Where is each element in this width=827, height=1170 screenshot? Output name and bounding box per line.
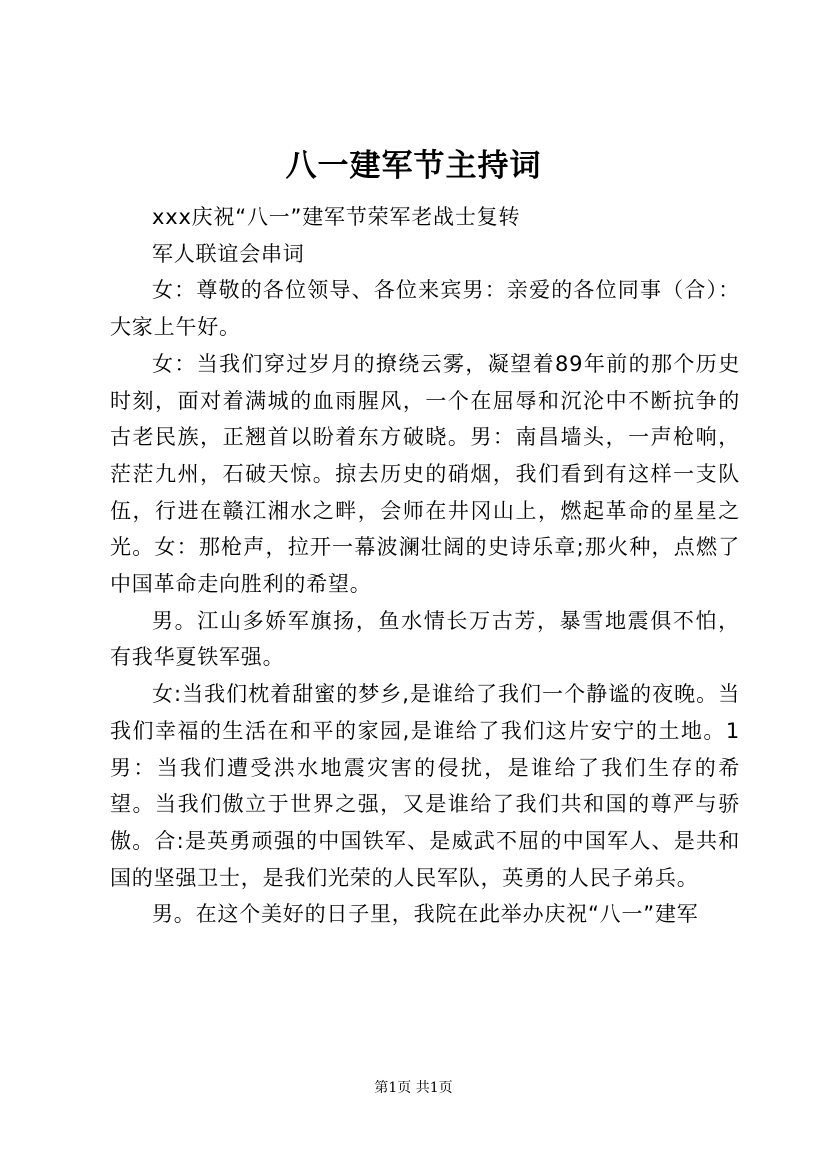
paragraph: xxx庆祝“八一”建军节荣军老战士复转: [152, 205, 521, 229]
document-body: [110, 199, 740, 933]
document-title: 八一建军节主持词: [285, 148, 542, 184]
paragraph: 男。江山多娇军旗扬，鱼水情长万古芳，暴雪地震俱不怕，有我华夏铁军强。: [110, 608, 740, 670]
page-footer: 第1页 共1页: [374, 1080, 453, 1096]
paragraph: 女:当我们枕着甜蜜的梦乡,是谁给了我们一个静谧的夜晚。当我们幸福的生活在和平的家园,是谁给了我们这片安宁的土地。1男：当我们遭受洪水地震灾害的侵扰，是谁给了我们生存的希望。当我们傲立于世界之强，又是谁给了我们共和国的尊严与骄傲。合:是英勇顽强的中国铁军、是威武不屈的中国军人、是共和国的坚强卫士，是我们光荣的人民军队，英勇的人民子弟兵。: [110, 682, 740, 890]
paragraph: 男。在这个美好的日子里，我院在此举办庆祝“八一”建军: [152, 902, 699, 927]
paragraph: 女：当我们穿过岁月的撩绕云雾，凝望着89年前的那个历史时刻，面对着满城的血雨腥风，一个在屈辱和沉沦中不断抗争的古老民族，正翘首以盼着东方破晓。男：南昌墙头，一声枪响，茫茫九州，石破天惊。掠去历史的硝烟，我们看到有这样一支队伍，行进在赣江湘水之畔，会师在井冈山上，燃起革命的星星之光。女：那枪声，拉开一幕波澜壮阔的史诗乐章;那火种，点燃了中国革命走向胜利的希望。: [110, 351, 740, 597]
paragraph: 军人联谊会串词: [152, 241, 305, 266]
paragraph: 女：尊敬的各位领导、各位来宾男：亲爱的各位同事（合）：大家上午好。: [110, 278, 740, 340]
